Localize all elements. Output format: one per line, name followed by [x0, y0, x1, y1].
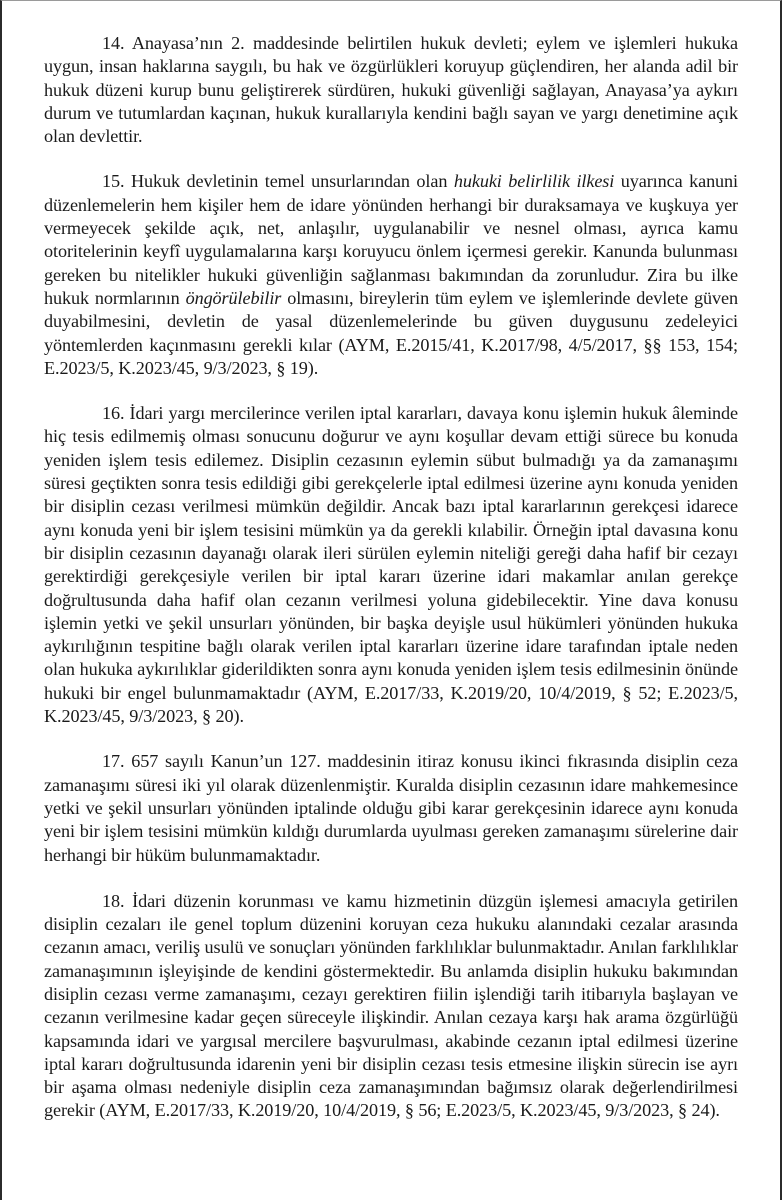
paragraph-14: [44, 32, 738, 148]
paragraph-17: [44, 750, 738, 866]
paragraph-18: [44, 890, 738, 1123]
paragraph-16: [44, 402, 738, 728]
italic-term-foreseeable: öngörülebilir: [185, 287, 282, 308]
paragraph-text: olmasını, bireylerin tüm eylem ve işlemlerinde devlete güven duyabilmesini, devletin de yasal düzenlemelerinde bu güven duygusunu zedeleyici yöntemlerden kaçınmasını gerekli kılar (AYM, E.2015/41, K.2017/98, 4/5/2017, §§ 153, 154; E.2023/5, K.2023/45, 9/3/2023, § 19).: [44, 287, 738, 378]
paragraph-15: [44, 170, 738, 380]
paragraph-text: 17. 657 sayılı Kanun’un 127. maddesinin itiraz konusu ikinci fıkrasında disiplin ceza zamanaşımı süresi iki yıl olarak düzenlenmiştir. Kuralda disiplin cezasının idare mahkemesince yetki ve şekil unsurları yönünden iptalinde olduğu gibi karar gerekçesinin idarece aynı konuda yeni bir işlem tesisini mümkün kıldığı durumlarda uyulması gereken zamanaşımı sürelerine dair herhangi bir hüküm bulunmamaktadır.: [44, 751, 738, 865]
paragraph-text: 15. Hukuk devletinin temel unsurlarından olan: [102, 171, 454, 192]
paragraph-text: 14. Anayasa’nın 2. maddesinde belirtilen hukuk devleti; eylem ve işlemleri hukuka uygun, insan haklarına saygılı, bu hak ve özgürlükleri koruyup güçlendiren, her alanda adil bir hukuk düzeni kurup bunu geliştirerek sürdüren, hukuki güvenliği sağlayan, Anayasa’ya aykırı durum ve tutumlardan kaçınan, hukuk kurallarıyla kendini bağlı sayan ve yargı denetimine açık olan devlettir.: [44, 33, 738, 147]
paragraph-text: 18. İdari düzenin korunması ve kamu hizmetinin düzgün işlemesi amacıyla getirilen disiplin cezaları ile genel toplum düzenini koruyan ceza hukuku alanındaki cezalar arasında cezanın amacı, veriliş usulü ve sonuçları yönünden farklılıklar bulunmaktadır. Anılan farklılıklar zamanaşımının işleyişinde de kendini göstermektedir. Bu anlamda disiplin hukuku bakımından disiplin cezası verme zamanaşımı, cezayı gerektiren fiilin işlendiği tarih itibarıyla başlayan ve cezanın verilmesine kadar geçen süreceyle ilişkindir. Anılan cezaya karşı hak arama özgürlüğü kapsamında idari ve yargısal mercilere başvurulması, akabinde cezanın iptal edilmesi üzerine iptal kararı doğrultusunda idarenin yeni bir disiplin cezası tesis etmesine ilişkin sürecin ise ayrı bir aşama olması nedeniyle disiplin ceza zamanaşımından bağımsız olarak değerlendirilmesi gerekir (AYM, E.2017/33, K.2019/20, 10/4/2019, § 56; E.2023/5, K.2023/45, 9/3/2023, § 24).: [44, 890, 738, 1121]
paragraph-text: uyarınca kanuni düzenlemelerin hem kişiler hem de idare yönünden herhangi bir duraksamaya ve kuşkuya yer vermeyecek şekilde açık, net, anlaşılır, uygulanabilir ve nesnel olması, ayrıca kamu otoritelerinin keyfî uygulamalarına karşı koruyucu önlem içermesi gerekir. Kanunda bulunması gereken bu nitelikler hukuki güvenliğin sağlanması bakımından da zorunludur. Zira bu ilke hukuk normlarının: [44, 171, 738, 308]
document-body: [44, 32, 738, 1147]
italic-term-legal-certainty: hukuki belirlilik ilkesi: [453, 171, 615, 192]
paragraph-text: 16. İdari yargı mercilerince verilen iptal kararları, davaya konu işlemin hukuk âleminde hiç tesis edilmemiş olması sonucunu doğurur ve aynı koşullar devam ettiği sürece bu konuda yeniden işlem tesis edilemez. Disiplin cezasının eylemin sübut bulmadığı ya da zamanaşımı süresi geçtikten sonra tesis edildiği gibi gerekçelerle iptal edilmesi üzerine aynı konuda yeniden bir disiplin cezası verilmesi mümkün değildir. Ancak bazı iptal kararlarının gerekçesi idarece aynı konuda yeni bir işlem tesisini mümkün ya da gerekli kılabilir. Örneğin iptal davasına konu bir disiplin cezasının dayanağı olarak ileri sürülen eylemin niteliği gereği daha hafif bir cezayı gerektirdiği gerekçesiyle verilen bir iptal kararı üzerine idari makamlar anılan gerekçe doğrultusunda daha hafif olan cezanın verilmesi yoluna gidebilecektir. Yine dava konusu işlemin yetki ve şekil unsurları yönünden, bir başka deyişle usul hükümleri yönünden hukuka aykırılığının tespitine bağlı olarak verilen iptal kararları üzerine idare tarafından iptale neden olan hukuka aykırılıklar giderildikten sonra aynı konuda yeniden işlem tesis edilmesinin önünde hukuki bir engel bulunmamaktadır (AYM, E.2017/33, K.2019/20, 10/4/2019, § 52; E.2023/5, K.2023/45, 9/3/2023, § 20).: [44, 403, 738, 727]
